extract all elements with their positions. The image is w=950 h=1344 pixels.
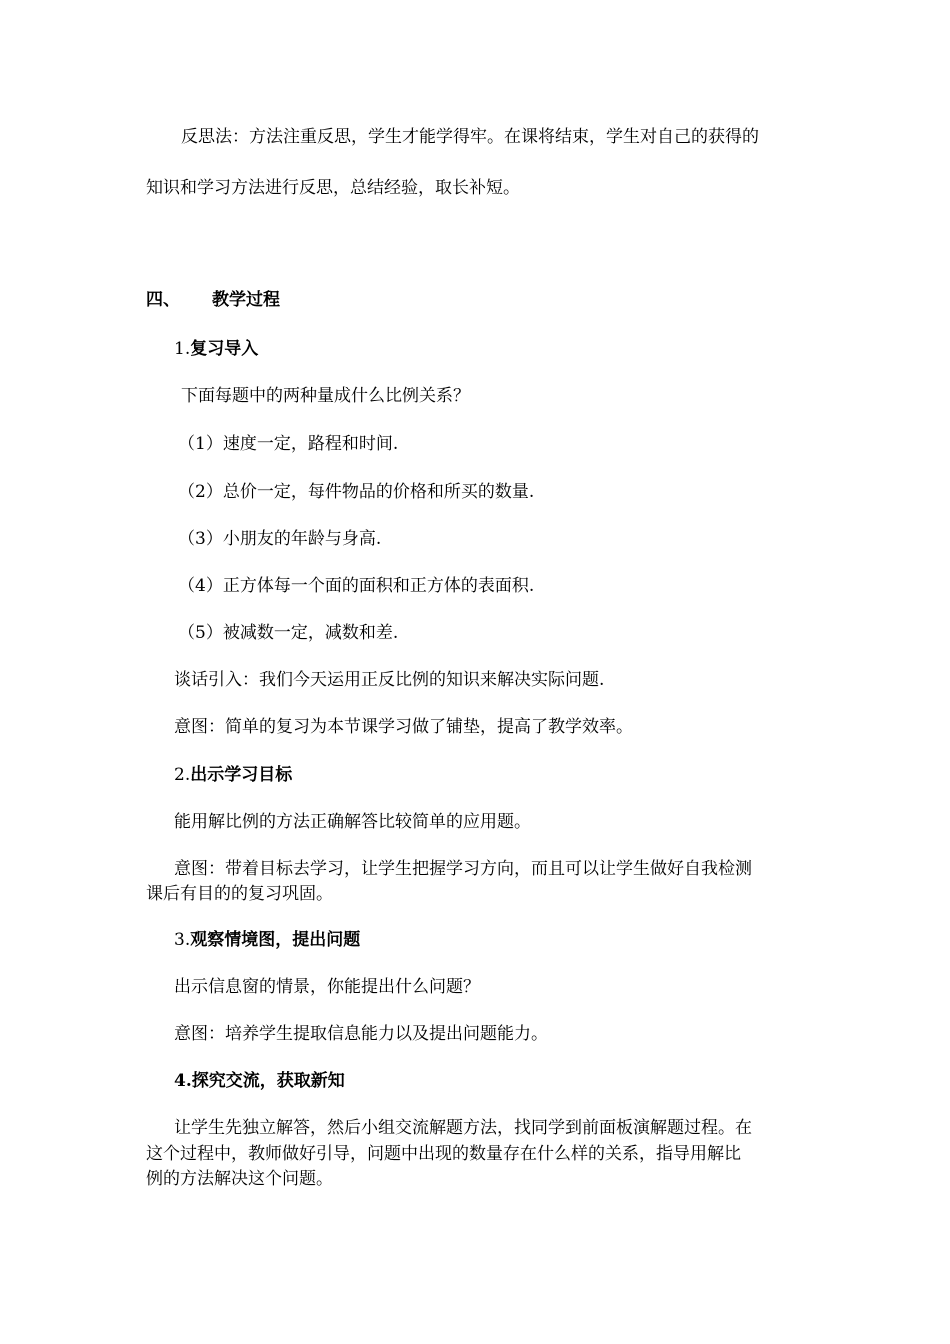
step3-title: 观察情境图，提出问题 [190, 930, 361, 950]
step1-item-1: （1）速度一定，路程和时间. [178, 434, 399, 454]
step2-intent-line-2: 课后有目的的复习巩固。 [146, 884, 333, 904]
step2-number: 2. [174, 765, 191, 785]
step3-intent: 意图：培养学生提取信息能力以及提出问题能力。 [174, 1024, 548, 1044]
step2-goal: 能用解比例的方法正确解答比较简单的应用题。 [174, 812, 531, 832]
step2-heading [174, 765, 292, 786]
step1-heading [174, 339, 258, 360]
step1-item-2: （2）总价一定，每件物品的价格和所买的数量. [178, 482, 535, 502]
section-heading [146, 290, 280, 311]
step1-item-3: （3）小朋友的年龄与身高. [178, 529, 382, 549]
step1-intent: 意图：简单的复习为本节课学习做了铺垫，提高了教学效率。 [174, 717, 633, 737]
step4-heading: 4.探究交流，获取新知 [174, 1071, 345, 1091]
step1-item-4: （4）正方体每一个面的面积和正方体的表面积. [178, 576, 535, 596]
step4-line-1: 让学生先独立解答，然后小组交流解题方法，找同学到前面板演解题过程。在 [174, 1118, 752, 1138]
step2-title: 出示学习目标 [190, 765, 293, 785]
step4-line-3: 例的方法解决这个问题。 [146, 1169, 333, 1189]
step3-prompt: 出示信息窗的情景，你能提出什么问题？ [174, 977, 480, 997]
step3-heading [174, 930, 360, 951]
section-title: 教学过程 [212, 290, 280, 310]
step1-number: 1. [174, 339, 191, 359]
step1-title: 复习导入 [190, 339, 259, 359]
reflection-line-2: 知识和学习方法进行反思，总结经验，取长补短。 [146, 178, 520, 198]
step3-number: 3. [174, 930, 191, 950]
step2-intent-line-1: 意图：带着目标去学习，让学生把握学习方向，而且可以让学生做好自我检测 [174, 859, 752, 879]
section-number: 四、 [146, 290, 180, 310]
step1-question: 下面每题中的两种量成什么比例关系？ [181, 386, 470, 406]
reflection-line-1: 反思法：方法注重反思，学生才能学得牢。在课将结束，学生对自己的获得的 [181, 127, 759, 147]
step4-line-2: 这个过程中，教师做好引导，问题中出现的数量存在什么样的关系，指导用解比 [146, 1144, 741, 1164]
step1-item-5: （5）被减数一定，减数和差. [178, 623, 399, 643]
step1-talk: 谈话引入：我们今天运用正反比例的知识来解决实际问题. [174, 670, 605, 690]
